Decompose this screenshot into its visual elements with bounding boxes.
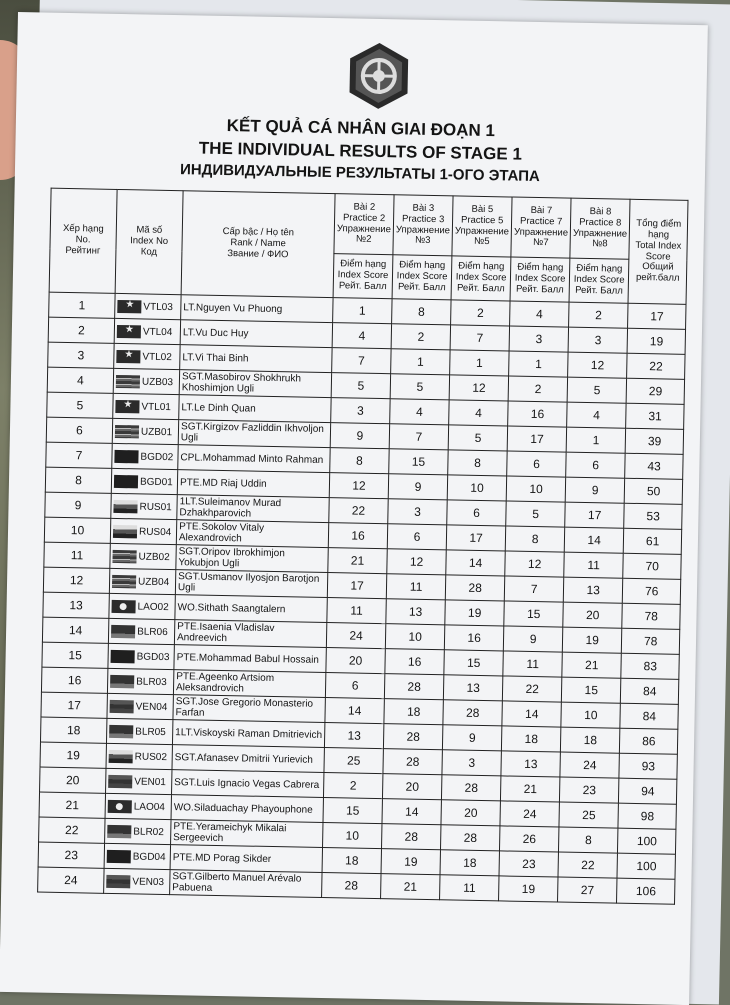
score-cell: 19 — [381, 849, 441, 875]
header-score-sub: Điểm hạng Index Score Рейт. Балл — [510, 257, 570, 302]
score-cell: 28 — [383, 724, 443, 750]
index-code: UZB02 — [138, 551, 170, 563]
flag-icon — [110, 674, 134, 687]
total-cell: 86 — [620, 728, 678, 754]
name-cell: CPL.Mohammad Minto Rahman — [178, 445, 330, 473]
score-cell: 19 — [563, 627, 623, 653]
total-cell: 84 — [620, 703, 678, 729]
index-code-cell — [113, 368, 179, 394]
score-cell: 3 — [509, 326, 569, 352]
name-cell: 1LT.Viskoyski Raman Dmitrievich — [172, 720, 324, 748]
score-cell: 3 — [388, 499, 448, 525]
header-practice-3: Bài 3 Practice 3 Упражнение №3 — [393, 195, 453, 256]
total-cell: 100 — [617, 853, 675, 879]
flag-icon — [113, 499, 137, 512]
rank-cell: 2 — [48, 317, 114, 343]
total-cell: 31 — [626, 403, 684, 429]
score-cell: 20 — [326, 648, 386, 674]
header-score-sub: Điểm hạng Index Score Рейт. Балл — [392, 255, 452, 300]
score-cell: 11 — [440, 875, 500, 901]
score-cell: 28 — [322, 872, 382, 898]
score-cell: 21 — [328, 548, 388, 574]
index-code: LAO02 — [137, 601, 169, 613]
index-code-cell — [110, 543, 176, 569]
score-cell: 12 — [505, 551, 565, 577]
score-cell: 21 — [562, 652, 622, 678]
flag-icon — [106, 874, 130, 887]
score-cell: 9 — [565, 477, 625, 503]
score-cell: 22 — [503, 676, 563, 702]
score-cell: 10 — [385, 624, 445, 650]
flag-icon — [111, 649, 135, 662]
score-cell: 12 — [329, 473, 389, 499]
name-cell: SGT.Usmanov Ilyosjon Barotjon Ugli — [175, 570, 327, 598]
flag-icon — [109, 749, 133, 762]
score-cell: 11 — [386, 574, 446, 600]
rank-cell: 5 — [47, 392, 113, 418]
emblem-logo — [343, 40, 414, 111]
header-index: Mã số Index No Код — [115, 189, 183, 294]
flag-icon — [112, 549, 136, 562]
score-cell: 14 — [325, 698, 385, 724]
results-sheet — [0, 12, 708, 1005]
score-cell: 11 — [503, 651, 563, 677]
name-cell: SGT.Jose Gregorio Monasterio Farfan — [173, 695, 325, 723]
score-cell: 21 — [381, 874, 441, 900]
index-code: BGD04 — [132, 851, 166, 863]
score-cell: 15 — [389, 449, 449, 475]
score-cell: 7 — [332, 348, 392, 374]
name-cell: LT.Nguyen Vu Phuong — [181, 295, 333, 323]
name-cell: PTE.Isaenia Vladislav Andreevich — [174, 620, 326, 648]
score-cell: 7 — [389, 424, 449, 450]
score-cell: 18 — [440, 850, 500, 876]
flag-icon — [115, 424, 139, 437]
index-code-cell — [105, 818, 171, 844]
rank-cell: 12 — [43, 567, 109, 593]
flag-icon — [108, 774, 132, 787]
rank-cell: 20 — [40, 767, 106, 793]
score-cell: 16 — [328, 523, 388, 549]
header-score-sub: Điểm hạng Index Score Рейт. Балл — [569, 258, 629, 303]
index-code: VTL04 — [142, 326, 173, 338]
header-practice-8: Bài 8 Practice 8 Упражнение №8 — [570, 198, 630, 259]
index-code-cell — [108, 643, 174, 669]
score-cell: 1 — [450, 350, 510, 376]
index-code: UZB04 — [137, 576, 170, 588]
score-cell: 4 — [390, 399, 450, 425]
score-cell: 2 — [569, 302, 629, 328]
index-code: RUS04 — [138, 526, 172, 538]
total-cell: 50 — [624, 478, 682, 504]
score-cell: 4 — [567, 402, 627, 428]
score-cell: 8 — [559, 827, 619, 853]
score-cell: 5 — [567, 377, 627, 403]
header-total: Tổng điểm hạng Total Index Score Общий рейт.балл — [628, 199, 688, 304]
score-cell: 7 — [504, 576, 564, 602]
rank-cell: 23 — [38, 842, 104, 868]
score-cell: 8 — [505, 526, 565, 552]
index-code-cell — [105, 793, 171, 819]
score-cell: 11 — [327, 598, 387, 624]
score-cell: 4 — [510, 301, 570, 327]
score-cell: 18 — [384, 699, 444, 725]
score-cell: 18 — [561, 727, 621, 753]
score-cell: 20 — [383, 774, 443, 800]
rank-cell: 19 — [40, 742, 106, 768]
score-cell: 28 — [445, 575, 505, 601]
total-cell: 83 — [621, 653, 679, 679]
index-code-cell — [115, 293, 181, 319]
score-cell: 1 — [333, 298, 393, 324]
rank-cell: 3 — [48, 342, 114, 368]
score-cell: 5 — [331, 373, 391, 399]
index-code-cell — [112, 418, 178, 444]
score-cell: 10 — [506, 476, 566, 502]
index-code-cell — [112, 443, 178, 469]
total-cell: 98 — [618, 803, 676, 829]
total-cell: 43 — [625, 453, 683, 479]
score-cell: 15 — [504, 601, 564, 627]
title-russian: ИНДИВИДУАЛЬНЫЕ РЕЗУЛЬТАТЫ 1-ОГО ЭТАПА — [179, 161, 540, 186]
score-cell: 6 — [566, 452, 626, 478]
score-cell: 22 — [558, 852, 618, 878]
index-code: VEN03 — [132, 875, 165, 888]
rank-cell: 7 — [46, 442, 112, 468]
score-cell: 4 — [332, 323, 392, 349]
score-cell: 10 — [561, 702, 621, 728]
score-cell: 19 — [445, 600, 505, 626]
total-cell: 100 — [618, 828, 676, 854]
total-cell: 39 — [625, 428, 683, 454]
score-cell: 9 — [443, 725, 503, 751]
score-cell: 10 — [447, 475, 507, 501]
score-cell: 13 — [324, 723, 384, 749]
flag-icon — [116, 349, 140, 362]
score-cell: 13 — [443, 675, 503, 701]
index-code: UZB03 — [141, 376, 174, 388]
flag-icon — [111, 624, 135, 637]
score-cell: 6 — [447, 500, 507, 526]
flag-icon — [108, 799, 132, 812]
score-cell: 12 — [568, 352, 628, 378]
rank-cell: 13 — [43, 592, 109, 618]
name-cell: SGT.Afanasev Dmitrii Yurievich — [172, 745, 324, 773]
score-cell: 21 — [501, 776, 561, 802]
rank-cell: 18 — [40, 717, 106, 743]
name-cell: PTE.MD Porag Sikder — [170, 845, 322, 873]
score-cell: 18 — [502, 726, 562, 752]
index-code: RUS01 — [139, 501, 172, 513]
score-cell: 8 — [330, 448, 390, 474]
index-code: BLR02 — [133, 826, 164, 838]
flag-icon — [117, 299, 141, 312]
score-cell: 1 — [509, 351, 569, 377]
score-cell: 22 — [329, 498, 389, 524]
flag-icon — [115, 399, 139, 412]
score-cell: 9 — [503, 626, 563, 652]
total-cell: 61 — [623, 528, 681, 554]
score-cell: 3 — [442, 750, 502, 776]
score-cell: 25 — [559, 802, 619, 828]
rank-cell: 22 — [39, 817, 105, 843]
score-cell: 2 — [391, 324, 451, 350]
results-table — [37, 188, 689, 905]
flag-icon — [112, 574, 136, 587]
score-cell: 28 — [384, 674, 444, 700]
index-code: BLR05 — [135, 726, 166, 738]
rank-cell: 14 — [42, 617, 108, 643]
score-cell: 18 — [322, 847, 382, 873]
rank-cell: 4 — [47, 367, 113, 393]
score-cell: 6 — [325, 673, 385, 699]
name-cell: PTE.Sokolov Vitaly Alexandrovich — [176, 520, 328, 548]
score-cell: 16 — [385, 649, 445, 675]
total-cell: 70 — [623, 553, 681, 579]
flag-icon — [114, 449, 138, 462]
name-cell: PTE.Mohammad Babul Hossain — [174, 645, 326, 673]
total-cell: 53 — [624, 503, 682, 529]
index-code: UZB01 — [140, 426, 173, 438]
rank-cell: 10 — [44, 517, 110, 543]
score-cell: 20 — [441, 800, 501, 826]
score-cell: 2 — [451, 300, 511, 326]
score-cell: 15 — [562, 677, 622, 703]
index-code: RUS02 — [134, 751, 168, 763]
index-code: VEN04 — [135, 701, 168, 713]
flag-icon — [113, 524, 137, 537]
total-cell: 29 — [626, 378, 684, 404]
score-cell: 5 — [448, 425, 508, 451]
name-cell: SGT.Oripov Ibrokhimjon Yokubjon Ugli — [176, 545, 328, 573]
index-code-cell — [111, 493, 177, 519]
score-cell: 28 — [383, 749, 443, 775]
total-cell: 76 — [622, 578, 680, 604]
score-cell: 12 — [449, 375, 509, 401]
name-cell: PTE.Ageenko Artsiom Aleksandrovich — [173, 670, 325, 698]
score-cell: 14 — [502, 701, 562, 727]
score-cell: 20 — [563, 602, 623, 628]
index-code-cell — [113, 393, 179, 419]
index-code-cell — [106, 743, 172, 769]
score-cell: 25 — [324, 748, 384, 774]
index-code: BGD01 — [139, 476, 173, 488]
score-cell: 17 — [507, 426, 567, 452]
score-cell: 6 — [507, 451, 567, 477]
rank-cell: 15 — [42, 642, 108, 668]
score-cell: 1 — [566, 427, 626, 453]
name-cell: LT.Le Dinh Quan — [179, 395, 331, 423]
flag-icon — [116, 374, 140, 387]
name-cell: SGT.Gilberto Manuel Arévalo Pabuena — [170, 870, 322, 898]
index-code: VTL02 — [142, 351, 172, 363]
score-cell: 27 — [558, 877, 618, 903]
score-cell: 23 — [560, 777, 620, 803]
index-code-cell — [109, 568, 175, 594]
index-code-cell — [104, 868, 170, 894]
score-cell: 28 — [442, 775, 502, 801]
score-cell: 14 — [446, 550, 506, 576]
score-cell: 16 — [444, 625, 504, 651]
index-code-cell — [104, 843, 170, 869]
score-cell: 8 — [392, 299, 452, 325]
score-cell: 23 — [499, 851, 559, 877]
index-code: BLR03 — [136, 676, 167, 688]
total-cell: 19 — [627, 328, 685, 354]
score-cell: 24 — [560, 752, 620, 778]
index-code-cell — [108, 618, 174, 644]
score-cell: 13 — [501, 751, 561, 777]
header-name: Cấp bậc / Họ tên Rank / Name Звание / ФИО — [181, 191, 335, 298]
score-cell: 5 — [390, 374, 450, 400]
score-cell: 19 — [499, 876, 559, 902]
score-cell: 10 — [323, 823, 383, 849]
score-cell: 14 — [382, 799, 442, 825]
score-cell: 1 — [391, 349, 451, 375]
index-code: BLR06 — [137, 626, 168, 638]
index-code-cell — [106, 768, 172, 794]
score-cell: 16 — [508, 401, 568, 427]
score-cell: 2 — [508, 376, 568, 402]
index-code: VTL01 — [141, 401, 172, 413]
index-code: BGD03 — [136, 651, 170, 663]
name-cell: SGT.Luis Ignacio Vegas Cabrera — [172, 770, 324, 798]
score-cell: 11 — [564, 552, 624, 578]
score-cell: 13 — [386, 599, 446, 625]
flag-icon — [111, 599, 135, 612]
total-cell: 78 — [622, 603, 680, 629]
score-cell: 17 — [446, 525, 506, 551]
score-cell: 15 — [323, 798, 383, 824]
flag-icon — [117, 324, 141, 337]
score-cell: 9 — [330, 423, 390, 449]
total-cell: 22 — [627, 353, 685, 379]
score-cell: 12 — [387, 549, 447, 575]
score-cell: 13 — [563, 577, 623, 603]
name-cell: PTE.MD Riaj Uddin — [177, 470, 329, 498]
index-code: VTL03 — [143, 301, 173, 313]
rank-cell: 8 — [45, 467, 111, 493]
score-cell: 28 — [382, 824, 442, 850]
score-cell: 28 — [443, 700, 503, 726]
index-code: VEN01 — [134, 776, 167, 788]
header-score-sub: Điểm hạng Index Score Рейт. Балл — [451, 256, 511, 301]
name-cell: 1LT.Suleimanov Murad Dzhakhparovich — [177, 495, 329, 523]
score-cell: 9 — [388, 474, 448, 500]
rank-cell: 21 — [39, 792, 105, 818]
total-cell: 93 — [619, 753, 677, 779]
header-practice-5: Bài 5 Practice 5 Упражнение №5 — [452, 196, 512, 257]
index-code-cell — [114, 343, 180, 369]
title-english: THE INDIVIDUAL RESULTS OF STAGE 1 — [198, 138, 523, 164]
score-cell: 8 — [448, 450, 508, 476]
total-cell: 17 — [628, 303, 686, 329]
header-practice-7: Bài 7 Practice 7 Упражнение №7 — [511, 197, 571, 258]
name-cell: SGT.Kirgizov Fazliddin Ikhvoljon Ugli — [178, 420, 330, 448]
name-cell: LT.Vu Duc Huy — [180, 320, 332, 348]
table-body — [38, 292, 687, 904]
score-cell: 24 — [326, 623, 386, 649]
total-cell: 94 — [619, 778, 677, 804]
score-cell: 7 — [450, 325, 510, 351]
score-cell: 5 — [506, 501, 566, 527]
name-cell: SGT.Masobirov Shokhrukh Khoshimjon Ugli — [179, 370, 331, 398]
rank-cell: 1 — [49, 292, 115, 318]
header-score-sub: Điểm hạng Index Score Рейт. Балл — [333, 254, 393, 299]
total-cell: 84 — [621, 678, 679, 704]
flag-icon — [109, 724, 133, 737]
score-cell: 3 — [568, 327, 628, 353]
index-code-cell — [109, 593, 175, 619]
header-rank: Xếp hạng No. Рейтинг — [49, 188, 117, 293]
score-cell: 24 — [500, 801, 560, 827]
score-cell: 15 — [444, 650, 504, 676]
rank-cell: 6 — [46, 417, 112, 443]
score-cell: 2 — [323, 773, 383, 799]
table-header — [49, 188, 688, 304]
total-cell: 106 — [617, 878, 675, 904]
index-code-cell — [110, 518, 176, 544]
index-code: LAO04 — [133, 801, 166, 813]
title-vietnamese: KẾT QUẢ CÁ NHÂN GIAI ĐOẠN 1 — [226, 116, 496, 141]
header-practice-2: Bài 2 Practice 2 Упражнение №2 — [334, 194, 394, 255]
index-code: BGD02 — [140, 451, 174, 463]
index-code-cell — [111, 468, 177, 494]
score-cell: 4 — [449, 400, 509, 426]
total-cell: 78 — [622, 628, 680, 654]
name-cell: WO.Siladuachay Phayouphone — [171, 795, 323, 823]
flag-icon — [107, 824, 131, 837]
score-cell: 3 — [331, 398, 391, 424]
score-cell: 28 — [441, 825, 501, 851]
score-cell: 6 — [387, 524, 447, 550]
rank-cell: 24 — [38, 867, 104, 893]
name-cell: WO.Sithath Saangtalern — [175, 595, 327, 623]
index-code-cell — [106, 718, 172, 744]
flag-icon — [114, 474, 138, 487]
index-code-cell — [107, 668, 173, 694]
score-cell: 17 — [565, 502, 625, 528]
flag-icon — [110, 699, 134, 712]
score-cell: 26 — [500, 826, 560, 852]
rank-cell: 11 — [44, 542, 110, 568]
score-cell: 17 — [327, 573, 387, 599]
name-cell: PTE.Yerameichyk Mikalai Sergeevich — [171, 820, 323, 848]
rank-cell: 16 — [41, 667, 107, 693]
index-code-cell — [107, 693, 173, 719]
score-cell: 14 — [564, 527, 624, 553]
rank-cell: 9 — [45, 492, 111, 518]
name-cell: LT.Vi Thai Binh — [180, 345, 332, 373]
flag-icon — [107, 849, 131, 862]
rank-cell: 17 — [41, 692, 107, 718]
index-code-cell — [114, 318, 180, 344]
